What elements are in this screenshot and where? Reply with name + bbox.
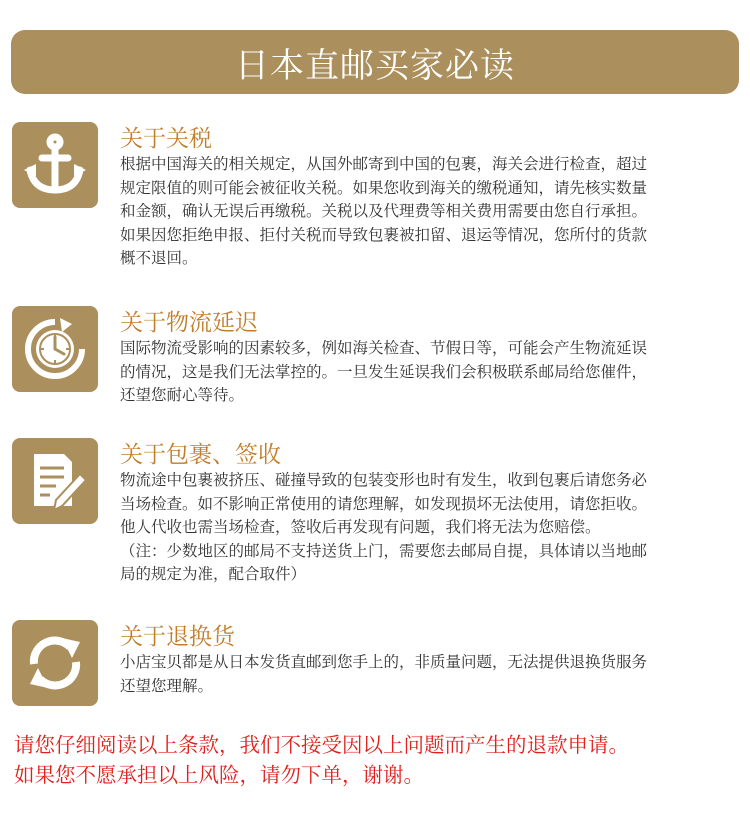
notice-line: 如果您不愿承担以上风险，请勿下单，谢谢。 — [14, 763, 424, 787]
body-line: 规定限值的则可能会被征收关税。如果您收到海关的缴税通知，请先核实数量 — [120, 178, 648, 197]
section-title: 关于关税 — [120, 126, 212, 152]
body-line: 他人代收也需当场检查，签收后再发现有问题，我们将无法为您赔偿。 — [120, 518, 601, 537]
section-title: 关于物流延迟 — [120, 310, 258, 336]
body-line: 物流途中包裹被挤压、碰撞导致的包装变形也时有发生，收到包裹后请您务必 — [120, 471, 648, 489]
body-line: （注：少数地区的邮局不支持送货上门，需要您去邮局自提，具体请以当地邮 — [120, 541, 648, 560]
body-line: 的情况，这是我们无法掌控的。一旦发生延误我们会积极联系邮局给您催件， — [120, 362, 648, 381]
page-title: 日本直邮买家必读 — [235, 45, 515, 86]
body-line: 当场检查。如不影响正常使用的请您理解，如发现损坏无法使用，请您拒收。 — [120, 494, 648, 513]
exchange-arrows-icon — [12, 620, 98, 706]
body-line: 还望您耐心等待。 — [120, 386, 245, 405]
warning-notice — [14, 730, 629, 790]
body-line: 如果因您拒绝申报、拒付关税而导致包裹被扣留、退运等情况，您所付的货款 — [120, 225, 648, 244]
section-body — [120, 337, 740, 408]
body-line: 概不退回。 — [120, 249, 198, 268]
clock-icon — [12, 306, 98, 392]
notice-line: 请您仔细阅读以上条款，我们不接受因以上问题而产生的退款申请。 — [14, 733, 629, 757]
anchor-icon — [12, 122, 98, 208]
body-line: 根据中国海关的相关规定，从国外邮寄到中国的包裹，海关会进行检查，超过 — [120, 155, 648, 173]
body-line: 局的规定为准，配合取件） — [120, 565, 307, 584]
section-body — [120, 469, 740, 587]
section-body — [120, 153, 740, 271]
document-pen-icon — [12, 438, 98, 524]
banner — [11, 30, 739, 94]
section-body — [120, 651, 740, 698]
body-line: 小店宝贝都是从日本发货直邮到您手上的，非质量问题，无法提供退换货服务 — [120, 653, 648, 671]
body-line: 和金额，确认无误后再缴税。关税以及代理费等相关费用需要由您自行承担。 — [120, 202, 648, 221]
section-title: 关于包裹、签收 — [120, 442, 281, 468]
body-line: 国际物流受影响的因素较多，例如海关检查、节假日等，可能会产生物流延误 — [120, 339, 648, 357]
section-title: 关于退换货 — [120, 624, 235, 650]
body-line: 还望您理解。 — [120, 676, 214, 695]
